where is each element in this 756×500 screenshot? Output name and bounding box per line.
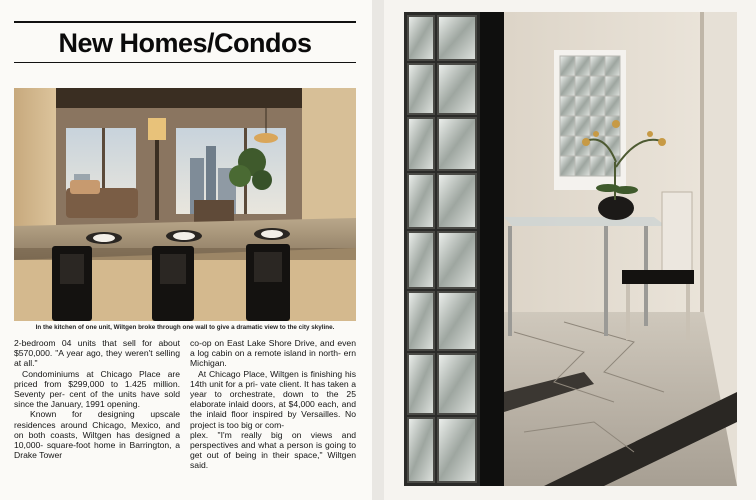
- article-column-1: [14, 338, 180, 460]
- glass-block-entry-photo: [404, 12, 737, 486]
- photo-caption: In the kitchen of one unit, Wiltgen broke through one wall to give a dramatic view to the city skyline.: [35, 324, 335, 331]
- glass-block-entry-illustration: [404, 12, 737, 486]
- paragraph: 2-bedroom 04 units that sell for about $570,000. "A year ago, they weren't selling at all.": [14, 338, 180, 369]
- kitchen-photo: [14, 88, 356, 321]
- paragraph: Known for designing upscale residences around Chicago, Mexico, and on both coasts, Wiltgen has designed a 10,000- square-foot home in Barrington, a Drake Tower: [14, 409, 180, 461]
- article-column-2: [190, 338, 356, 471]
- section-headline: New Homes/Condos: [58, 28, 312, 58]
- headline-top-rule: [14, 21, 356, 23]
- paragraph: plex. "I'm really big on views and perspectives and what a person is going to get out of being in their space," Wiltgen said.: [190, 429, 356, 471]
- paragraph: Condominiums at Chicago Place are priced from $299,000 to 1.425 million. Seventy per- cent of the units have sold since the January, 1991 opening.: [14, 368, 180, 410]
- kitchen-photo-illustration: [14, 88, 356, 321]
- paragraph: co-op on East Lake Shore Drive, and even a log cabin on a remote island in north- ern Michigan.: [190, 338, 356, 369]
- paragraph: At Chicago Place, Wiltgen is finishing his 14th unit for a pri- vate client. It has taken a year to orchestrate, down to the 25 elaborate inlaid doors, at $4,000 each, and the inlaid floor inspired by Versailles. No project is too big or com-: [190, 368, 356, 430]
- headline-bottom-rule: [14, 62, 356, 63]
- page-gutter: [372, 0, 384, 500]
